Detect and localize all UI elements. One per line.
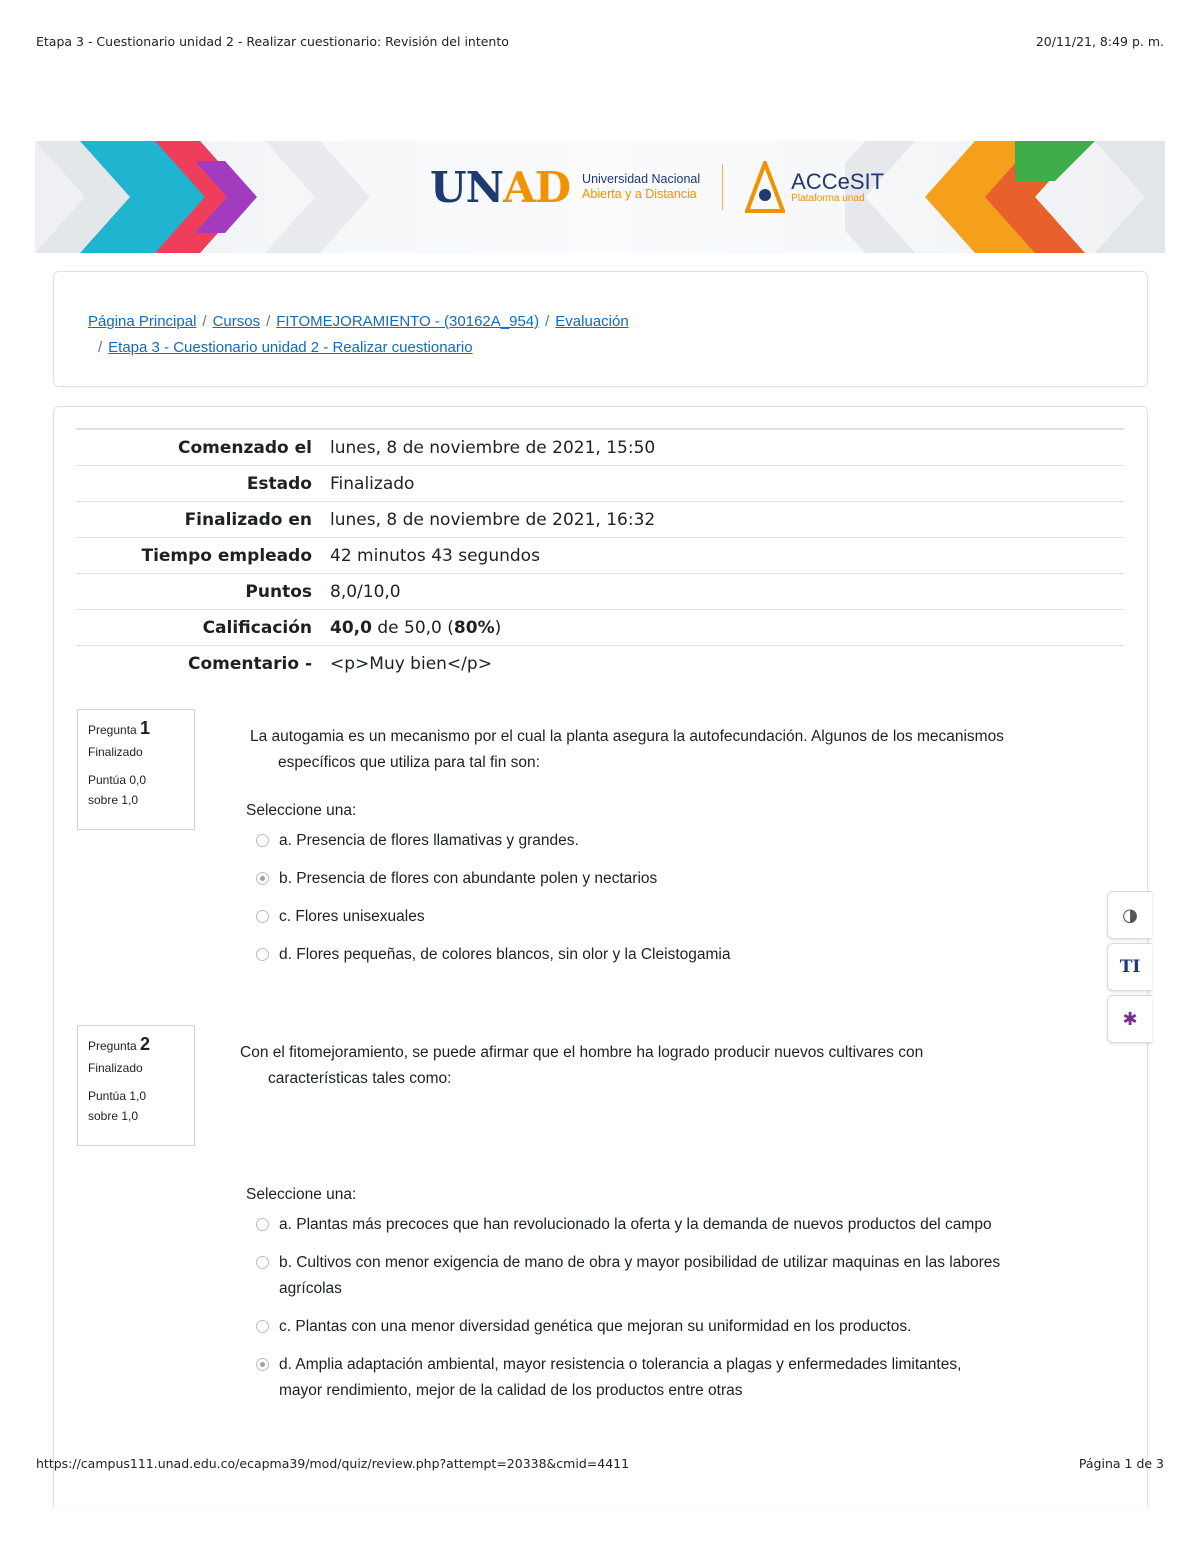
contrast-icon[interactable]: ◑ <box>1107 891 1152 939</box>
summary-value-grade: 40,0 de 50,0 (80%) <box>330 618 502 638</box>
breadcrumb: Página Principal / Cursos / FITOMEJORAMIENTO - (30162A_954) / Evaluación / Etapa 3 - Cuestionario unidad 2 - Realizar cuestionario <box>88 313 629 356</box>
question-1-text: La autogamia es un mecanismo por el cual la planta asegura la autofecundación. Algunos de los mecanismos específicos que utiliza para tal fin son: <box>250 728 1004 771</box>
answer-option[interactable]: b. Cultivos con menor exigencia de mano de obra y mayor posibilidad de utilizar maquinas en las labores agrícolas <box>256 1250 1116 1302</box>
question-1-prompt: Seleccione una: <box>246 802 357 819</box>
question-2-prompt: Seleccione una: <box>246 1186 357 1203</box>
side-toolbar <box>1107 891 1153 1047</box>
logo-area <box>430 161 884 213</box>
question-mark: Puntúa 1,0 sobre 1,0 <box>88 1089 147 1123</box>
banner-left-decoration <box>35 141 375 253</box>
summary-label: Comentario - <box>188 654 312 674</box>
breadcrumb-course[interactable]: FITOMEJORAMIENTO - (30162A_954) <box>276 313 540 330</box>
print-header <box>36 34 1164 49</box>
answer-option[interactable]: d. Flores pequeñas, de colores blancos, sin olor y la Cleistogamia <box>256 942 730 968</box>
summary-value: lunes, 8 de noviembre de 2021, 15:50 <box>330 438 656 458</box>
summary-row <box>76 502 1124 538</box>
summary-row <box>76 574 1124 610</box>
question-state: Finalizado <box>88 745 143 759</box>
summary-row <box>76 466 1124 502</box>
question-mark: Puntúa 0,0 sobre 1,0 <box>88 773 147 807</box>
summary-label: Puntos <box>245 582 312 602</box>
answer-option[interactable]: d. Amplia adaptación ambiental, mayor resistencia o tolerancia a plagas y enfermedades limitantes, mayor rendimiento, mejor de la calidad de los productos entre otras <box>256 1352 1116 1404</box>
unad-logo: UNAD <box>430 162 571 212</box>
answer-option[interactable]: a. Presencia de flores llamativas y grandes. <box>256 828 579 854</box>
summary-value: Finalizado <box>330 474 415 494</box>
answer-option[interactable]: a. Plantas más precoces que han revolucionado la oferta y la demanda de nuevos productos del campo <box>256 1212 992 1238</box>
summary-row-comment <box>76 646 1124 682</box>
radio-button-selected[interactable] <box>256 872 269 885</box>
summary-value: 8,0/10,0 <box>330 582 401 602</box>
print-footer-url: https://campus111.unad.edu.co/ecapma39/mod/quiz/review.php?attempt=20338&cmid=4411 <box>36 1456 630 1471</box>
breadcrumb-evaluation[interactable]: Evaluación <box>555 313 629 330</box>
print-footer-page: Página 1 de 3 <box>1078 1456 1164 1471</box>
print-header-title: Etapa 3 - Cuestionario unidad 2 - Realizar cuestionario: Revisión del intento <box>36 34 509 49</box>
radio-button[interactable] <box>256 948 269 961</box>
answer-option[interactable]: c. Flores unisexuales <box>256 904 425 930</box>
unad-logo-text: Universidad Nacional Abierta y a Distancia <box>582 172 701 201</box>
answer-option[interactable]: c. Plantas con una menor diversidad genética que mejoran su uniformidad en los productos. <box>256 1314 911 1340</box>
radio-button[interactable] <box>256 834 269 847</box>
summary-row-grade <box>76 610 1124 646</box>
print-footer <box>36 1456 1164 1471</box>
accesit-logo: ACCeSIT Plataforma unad <box>745 161 884 213</box>
question-state: Finalizado <box>88 1061 143 1075</box>
text-size-icon[interactable]: TI <box>1107 943 1152 991</box>
breadcrumb-card <box>53 271 1148 387</box>
summary-row <box>76 429 1124 466</box>
radio-button[interactable] <box>256 1320 269 1333</box>
summary-label: Calificación <box>202 618 312 638</box>
radio-button[interactable] <box>256 1256 269 1269</box>
radio-button-selected[interactable] <box>256 1358 269 1371</box>
attempt-summary-table <box>76 428 1124 681</box>
breadcrumb-quiz[interactable]: Etapa 3 - Cuestionario unidad 2 - Realizar cuestionario <box>108 339 473 356</box>
summary-value-comment: <p>Muy bien</p> <box>330 654 492 674</box>
site-banner <box>35 141 1165 253</box>
summary-value: lunes, 8 de noviembre de 2021, 16:32 <box>330 510 656 530</box>
logo-divider <box>722 164 723 210</box>
banner-right-decoration <box>845 141 1165 253</box>
summary-value: 42 minutos 43 segundos <box>330 546 540 566</box>
puzzle-icon[interactable]: ✱ <box>1107 995 1152 1043</box>
summary-row <box>76 538 1124 574</box>
question-2-text: Con el fitomejoramiento, se puede afirmar que el hombre ha logrado producir nuevos cultivares con características tales como: <box>240 1044 924 1087</box>
summary-label: Estado <box>246 474 312 494</box>
summary-label: Comenzado el <box>178 438 312 458</box>
question-1-info: Pregunta 1 Finalizado Puntúa 0,0 sobre 1,0 <box>77 709 195 830</box>
question-2-info: Pregunta 2 Finalizado Puntúa 1,0 sobre 1,0 <box>77 1025 195 1146</box>
print-header-datetime: 20/11/21, 8:49 p. m. <box>1035 34 1164 49</box>
radio-button[interactable] <box>256 910 269 923</box>
breadcrumb-home[interactable]: Página Principal <box>88 313 197 330</box>
summary-label: Tiempo empleado <box>141 546 312 566</box>
accesit-triangle-icon <box>745 161 785 213</box>
summary-label: Finalizado en <box>184 510 312 530</box>
radio-button[interactable] <box>256 1218 269 1231</box>
breadcrumb-courses[interactable]: Cursos <box>212 313 261 330</box>
answer-option[interactable]: b. Presencia de flores con abundante polen y nectarios <box>256 866 657 892</box>
